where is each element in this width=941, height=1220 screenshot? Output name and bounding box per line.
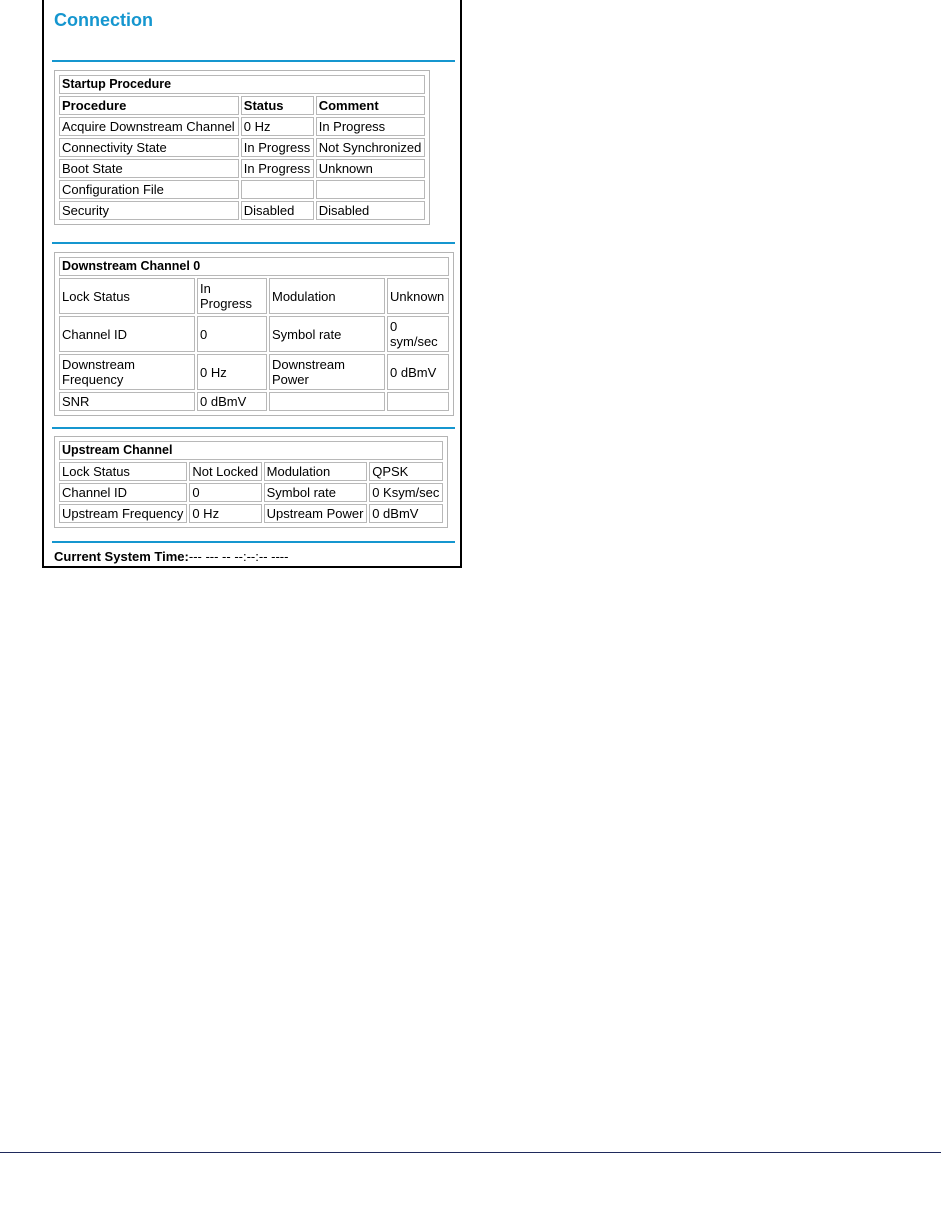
footer-divider <box>0 1152 941 1153</box>
upstream-channel-section <box>54 436 448 528</box>
downstream-channel-section <box>54 252 454 416</box>
value-cell: 0 dBmV <box>387 354 449 390</box>
procedure-cell: Security <box>59 201 239 220</box>
value-cell <box>387 392 449 411</box>
label-cell: Lock Status <box>59 278 195 314</box>
startup-procedure-section <box>54 70 430 225</box>
table-row <box>59 159 425 178</box>
status-cell: In Progress <box>241 138 314 157</box>
comment-cell <box>316 180 425 199</box>
status-cell: In Progress <box>241 159 314 178</box>
table-row <box>59 462 443 481</box>
label-cell: Downstream Frequency <box>59 354 195 390</box>
status-cell: 0 Hz <box>241 117 314 136</box>
connection-panel <box>42 0 462 568</box>
section-title: Downstream Channel 0 <box>59 257 449 276</box>
value-cell: 0 dBmV <box>197 392 267 411</box>
comment-cell: Not Synchronized <box>316 138 425 157</box>
table-row <box>59 180 425 199</box>
table-row <box>59 392 449 411</box>
label-cell: Symbol rate <box>269 316 385 352</box>
label-cell: Downstream Power <box>269 354 385 390</box>
value-cell: 0 dBmV <box>369 504 443 523</box>
status-cell <box>241 180 314 199</box>
comment-cell: Disabled <box>316 201 425 220</box>
value-cell: 0 <box>197 316 267 352</box>
comment-cell: In Progress <box>316 117 425 136</box>
label-cell: Upstream Frequency <box>59 504 187 523</box>
upstream-channel-table <box>57 439 445 525</box>
value-cell: QPSK <box>369 462 443 481</box>
procedure-cell: Acquire Downstream Channel <box>59 117 239 136</box>
table-row <box>59 117 425 136</box>
table-row <box>59 278 449 314</box>
label-cell: SNR <box>59 392 195 411</box>
column-header: Procedure <box>59 96 239 115</box>
value-cell: 0 Hz <box>197 354 267 390</box>
column-header: Comment <box>316 96 425 115</box>
table-row <box>59 483 443 502</box>
label-cell: Modulation <box>264 462 368 481</box>
status-cell: Disabled <box>241 201 314 220</box>
column-header: Status <box>241 96 314 115</box>
startup-procedure-table <box>57 73 427 222</box>
label-cell: Channel ID <box>59 483 187 502</box>
procedure-cell: Configuration File <box>59 180 239 199</box>
table-row <box>59 316 449 352</box>
label-cell: Channel ID <box>59 316 195 352</box>
system-time-label: Current System Time: <box>54 549 189 564</box>
value-cell: 0 Ksym/sec <box>369 483 443 502</box>
label-cell <box>269 392 385 411</box>
divider <box>52 427 455 429</box>
procedure-cell: Connectivity State <box>59 138 239 157</box>
section-title: Startup Procedure <box>59 75 425 94</box>
label-cell: Lock Status <box>59 462 187 481</box>
page-title: Connection <box>54 10 153 30</box>
divider <box>52 242 455 244</box>
downstream-channel-table <box>57 255 451 413</box>
label-cell: Symbol rate <box>264 483 368 502</box>
value-cell: In Progress <box>197 278 267 314</box>
system-time <box>54 549 288 564</box>
divider <box>52 541 455 543</box>
table-row <box>59 138 425 157</box>
table-row <box>59 504 443 523</box>
table-row <box>59 201 425 220</box>
section-title: Upstream Channel <box>59 441 443 460</box>
system-time-value: --- --- -- --:--:-- ---- <box>188 549 289 564</box>
value-cell: 0 Hz <box>189 504 261 523</box>
value-cell: Unknown <box>387 278 449 314</box>
comment-cell: Unknown <box>316 159 425 178</box>
label-cell: Modulation <box>269 278 385 314</box>
procedure-cell: Boot State <box>59 159 239 178</box>
value-cell: Not Locked <box>189 462 261 481</box>
value-cell: 0 <box>189 483 261 502</box>
table-row <box>59 354 449 390</box>
label-cell: Upstream Power <box>264 504 368 523</box>
value-cell: 0 sym/sec <box>387 316 449 352</box>
divider <box>52 60 455 62</box>
